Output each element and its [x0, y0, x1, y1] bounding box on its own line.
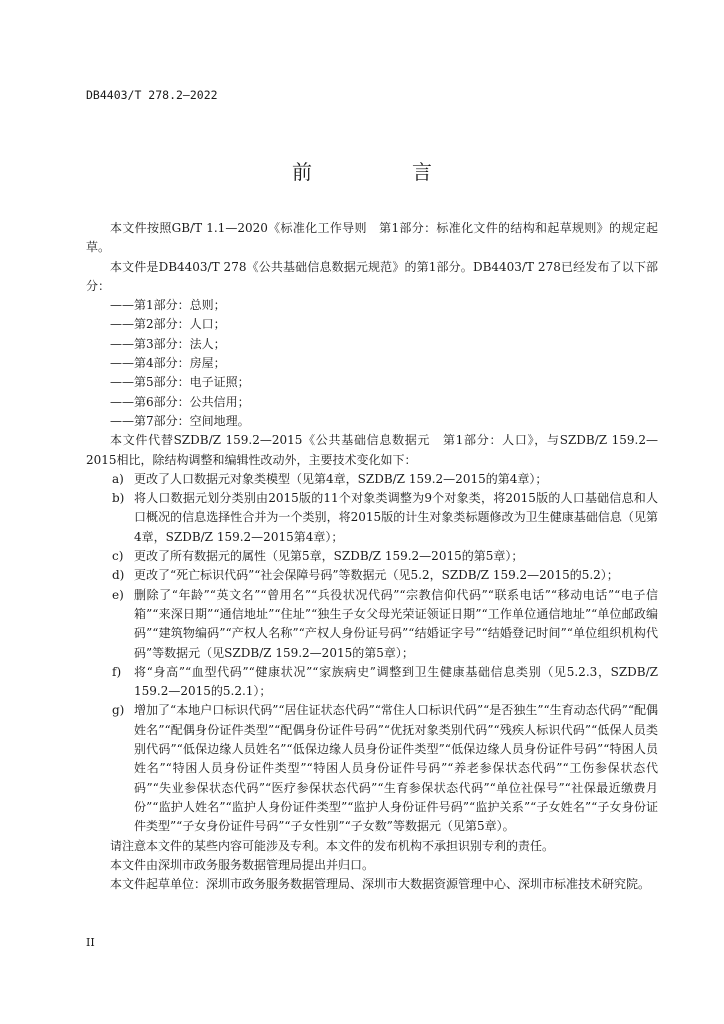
change-item-text: 更改了“死亡标识代码”“社会保障号码”等数据元（见5.2，SZDB/Z 159.2—2015的5.2）；	[134, 568, 619, 583]
change-item-label: a)	[112, 471, 124, 486]
list-item-part: ——第7部分：空间地理。	[110, 413, 250, 428]
change-item	[86, 547, 658, 566]
change-item-text: 删除了“年龄”“英文名”“曾用名”“兵役状况代码”“宗教信仰代码”“联系电话”“移动电话”“电子信箱”“来深日期”“通信地址”“住址”“独生子女父母光荣证领证日期”“工作单位通信地址”“单位邮政编码”“建筑物编码”“产权人名称”“产权人身份证号码”“结婚证字号”“结婚登记时间”“单位组织机构代码”等数据元（见SZDB/Z 159.2—2015的第5章）；	[134, 587, 658, 660]
list-item-part: ——第5部分：电子证照；	[110, 375, 250, 390]
paragraph-series-intro: 本文件是DB4403/T 278《公共基础信息数据元规范》的第1部分。DB4403/T 278已经发布了以下部分：	[86, 259, 658, 293]
paragraph-proposer: 本文件由深圳市政务服务数据管理局提出并归口。	[110, 857, 375, 872]
change-item-label: g)	[112, 703, 125, 718]
list-item-part: ——第2部分：人口；	[110, 317, 226, 332]
change-item	[86, 701, 658, 836]
page-title: 前 言	[292, 160, 472, 184]
document-body	[86, 219, 658, 894]
list-item-part: ——第4部分：房屋；	[110, 356, 226, 371]
change-item	[86, 663, 658, 702]
paragraph-replacement: 本文件代替SZDB/Z 159.2—2015《公共基础信息数据元 第1部分：人口》，与SZDB/Z 159.2—2015相比，除结构调整和编辑性改动外，主要技术变化如下：	[86, 433, 658, 467]
change-item-text: 更改了所有数据元的属性（见第5章，SZDB/Z 159.2—2015的第5章）；	[134, 549, 524, 564]
paragraph-drafting-units: 本文件起草单位：深圳市政务服务数据管理局、深圳市大数据资源管理中心、深圳市标准技术研究院。	[110, 877, 651, 892]
change-item-label: d)	[112, 568, 125, 583]
list-item-part: ——第3部分：法人；	[110, 336, 226, 351]
page-number: II	[86, 936, 95, 949]
change-item-label: b)	[112, 491, 125, 506]
change-item-text: 将“身高”“血型代码”“健康状况”“家族病史”调整到卫生健康基础信息类别（见5.2.3，SZDB/Z 159.2—2015的5.2.1）；	[134, 664, 658, 699]
change-item-label: f)	[112, 664, 122, 679]
change-item-label: c)	[112, 549, 124, 564]
change-item	[86, 489, 658, 547]
change-item	[86, 586, 658, 663]
paragraph-patent-notice: 请注意本文件的某些内容可能涉及专利。本文件的发布机构不承担识别专利的责任。	[110, 838, 555, 853]
list-item-part: ——第1部分：总则；	[110, 298, 226, 313]
document-code: DB4403/T 278.2—2022	[86, 88, 218, 102]
change-item-text: 将人口数据元划分类别由2015版的11个对象类调整为9个对象类，将2015版的人口基础信息和人口概况的信息选择性合并为一个类别，将2015版的计生对象类标题修改为卫生健康基础信息（见第4章，SZDB/Z 159.2—2015第4章）；	[134, 491, 658, 544]
list-item-part: ——第6部分：公共信用；	[110, 394, 250, 409]
change-item	[86, 470, 658, 489]
change-item-text: 增加了“本地户口标识代码”“居住证状态代码”“常住人口标识代码”“是否独生”“生育动态代码”“配偶姓名”“配偶身份证件类型”“配偶身份证件号码”“优抚对象类别代码”“残疾人标识代码”“低保人员类别代码”“低保边缘人员姓名”“低保边缘人员身份证件类型”“低保边缘人员身份证件号码”“特困人员姓名”“特困人员身份证件类型”“特困人员身份证件号码”“养老参保状态代码”“工伤参保状态代码”“失业参保状态代码”“医疗参保状态代码”“生育参保状态代码”“单位社保号”“社保最近缴费月份”“监护人姓名”“监护人身份证件类型”“监护人身份证件号码”“监护关系”“子女姓名”“子女身份证件类型”“子女身份证件号码”“子女性别”“子女数”等数据元（见第5章）。	[134, 703, 658, 834]
change-item-text: 更改了人口数据元对象类模型（见第4章，SZDB/Z 159.2—2015的第4章）；	[134, 471, 548, 486]
change-item-label: e)	[112, 587, 124, 602]
paragraph-drafting-basis: 本文件按照GB/T 1.1—2020《标准化工作导则 第1部分：标准化文件的结构和起草规则》的规定起草。	[86, 221, 658, 255]
change-item	[86, 566, 658, 585]
